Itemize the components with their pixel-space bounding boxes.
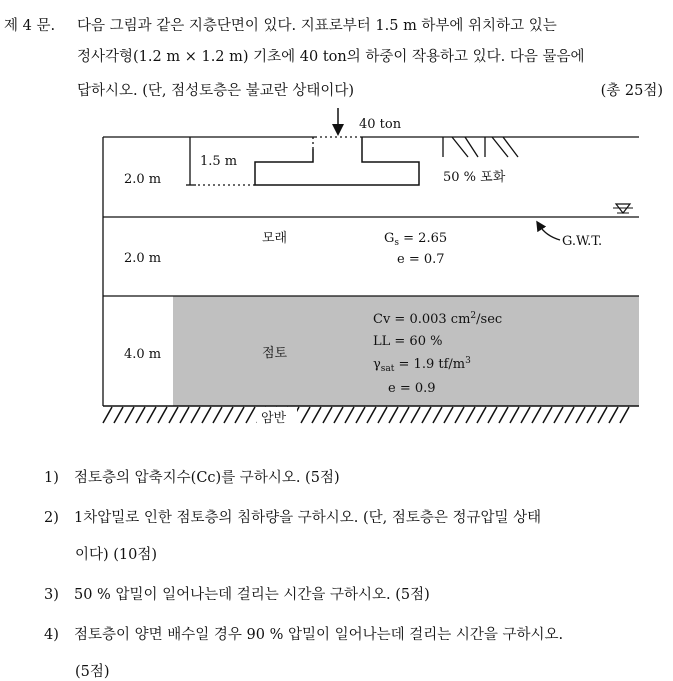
question-2 — [44, 506, 541, 527]
question-3-number: 3) — [44, 587, 59, 603]
bedrock-hatch-stroke — [620, 407, 629, 423]
bedrock-hatch-stroke — [455, 407, 464, 423]
depth-label: 1.5 m — [200, 154, 238, 169]
bedrock-label: 암반 — [261, 411, 287, 426]
bedrock-hatch-stroke — [246, 407, 255, 423]
bedrock-hatch-stroke — [466, 407, 475, 423]
bedrock-hatch-stroke — [411, 407, 420, 423]
bedrock-hatch-stroke — [565, 407, 574, 423]
sand-label: 모래 — [262, 231, 288, 246]
clay-cv: Cv = 0.003 $cm^2/\sec$ — [373, 311, 503, 327]
bedrock-hatch-stroke — [444, 407, 453, 423]
bedrock-hatch-stroke — [147, 407, 156, 423]
question-3-text: 50 % 압밀이 일어나는데 걸리는 시간을 구하시오. (5점) — [74, 587, 430, 603]
bedrock-hatch-stroke — [301, 407, 310, 423]
bedrock-hatch-stroke — [609, 407, 618, 423]
bedrock-hatch-stroke — [521, 407, 530, 423]
gwt-label: G.W.T. — [562, 234, 603, 249]
bedrock-hatch-stroke — [532, 407, 541, 423]
bedrock-hatch-stroke — [488, 407, 497, 423]
bedrock-hatch-stroke — [103, 407, 112, 423]
bedrock-hatch-stroke — [213, 407, 222, 423]
question-2-continued: 이다) (10점) — [75, 547, 158, 563]
question-1 — [44, 466, 340, 487]
saturation-hatch — [443, 137, 518, 157]
saturation-label: 50 % 포화 — [443, 170, 506, 185]
clay-unit-weight: $\gamma_{sat} = 1.9$ $tf/m^3$ — [373, 356, 471, 374]
bedrock-hatch-stroke — [169, 407, 178, 423]
bedrock-hatch-stroke — [554, 407, 563, 423]
bedrock-hatch-stroke — [125, 407, 134, 423]
question-4-text: 점토층이 양면 배수일 경우 90 % 압밀이 일어나는데 걸리는 시간을 구하시오. — [74, 627, 564, 643]
bedrock-hatch-stroke — [510, 407, 519, 423]
bedrock-hatch-stroke — [202, 407, 211, 423]
soil-profile-diagram — [0, 100, 673, 445]
water-table-symbol — [613, 204, 633, 213]
sand-void-ratio: e = 0.7 — [397, 252, 445, 267]
middle-layer-thickness: 2.0 m — [124, 251, 162, 266]
intro-line-1: 다음 그림과 같은 지층단면이 있다. 지표로부터 1.5 m 하부에 위치하고 있는 — [77, 18, 557, 34]
question-1-number: 1) — [44, 470, 59, 486]
gwt-pointer-arrow — [539, 225, 560, 240]
question-2-text: 1차압밀로 인한 점토층의 침하량을 구하시오. (단, 점토층은 정규압밀 상태 — [74, 510, 542, 526]
bedrock-hatch-stroke — [587, 407, 596, 423]
question-4 — [44, 623, 563, 644]
clay-label: 점토 — [262, 346, 288, 361]
problem-number: 제 4 문. — [4, 18, 56, 34]
bedrock-hatch-stroke — [356, 407, 365, 423]
bedrock-hatch-stroke — [389, 407, 398, 423]
bedrock-hatch-stroke — [312, 407, 321, 423]
bedrock-hatch-stroke — [235, 407, 244, 423]
bedrock-hatch-stroke — [114, 407, 123, 423]
bedrock-hatch-stroke — [191, 407, 200, 423]
bedrock-hatch-stroke — [422, 407, 431, 423]
bedrock-hatch-stroke — [499, 407, 508, 423]
question-3 — [44, 583, 430, 604]
bedrock-hatch-stroke — [400, 407, 409, 423]
question-4-number: 4) — [44, 627, 59, 643]
question-4-continued: (5점) — [75, 664, 110, 680]
bedrock-hatch-stroke — [224, 407, 233, 423]
question-2-number: 2) — [44, 510, 59, 526]
bedrock-hatch-stroke — [345, 407, 354, 423]
bedrock-hatch-stroke — [576, 407, 585, 423]
bedrock-hatch-stroke — [433, 407, 442, 423]
clay-void-ratio: e = 0.9 — [388, 381, 436, 396]
bedrock-hatch-stroke — [136, 407, 145, 423]
bedrock-hatch-stroke — [158, 407, 167, 423]
bedrock-hatch-stroke — [367, 407, 376, 423]
bedrock-hatch-stroke — [543, 407, 552, 423]
question-1-text: 점토층의 압축지수(Cc)를 구하시오. (5점) — [74, 470, 340, 486]
clay-layer-thickness: 4.0 m — [124, 347, 162, 362]
footing — [255, 137, 419, 185]
intro-line-2: 정사각형(1.2 m × 1.2 m) 기초에 40 ton의 하중이 작용하고 있다. 다음 물음에 — [77, 49, 585, 65]
bedrock-hatch-stroke — [180, 407, 189, 423]
bedrock-hatch-stroke — [598, 407, 607, 423]
bedrock-hatch — [103, 407, 629, 423]
bedrock-hatch-stroke — [323, 407, 332, 423]
sand-gs: $G_s = 2.65$ — [384, 231, 448, 248]
top-layer-thickness: 2.0 m — [124, 172, 162, 187]
bedrock-hatch-stroke — [477, 407, 486, 423]
clay-liquid-limit: LL = 60 % — [373, 334, 443, 349]
bedrock-hatch-stroke — [378, 407, 387, 423]
load-label: 40 ton — [359, 117, 402, 132]
bedrock-hatch-stroke — [334, 407, 343, 423]
intro-line-3: 답하시오. (단, 점성토층은 불교란 상태이다) — [77, 83, 355, 99]
total-score: (총 25점) — [600, 83, 663, 99]
